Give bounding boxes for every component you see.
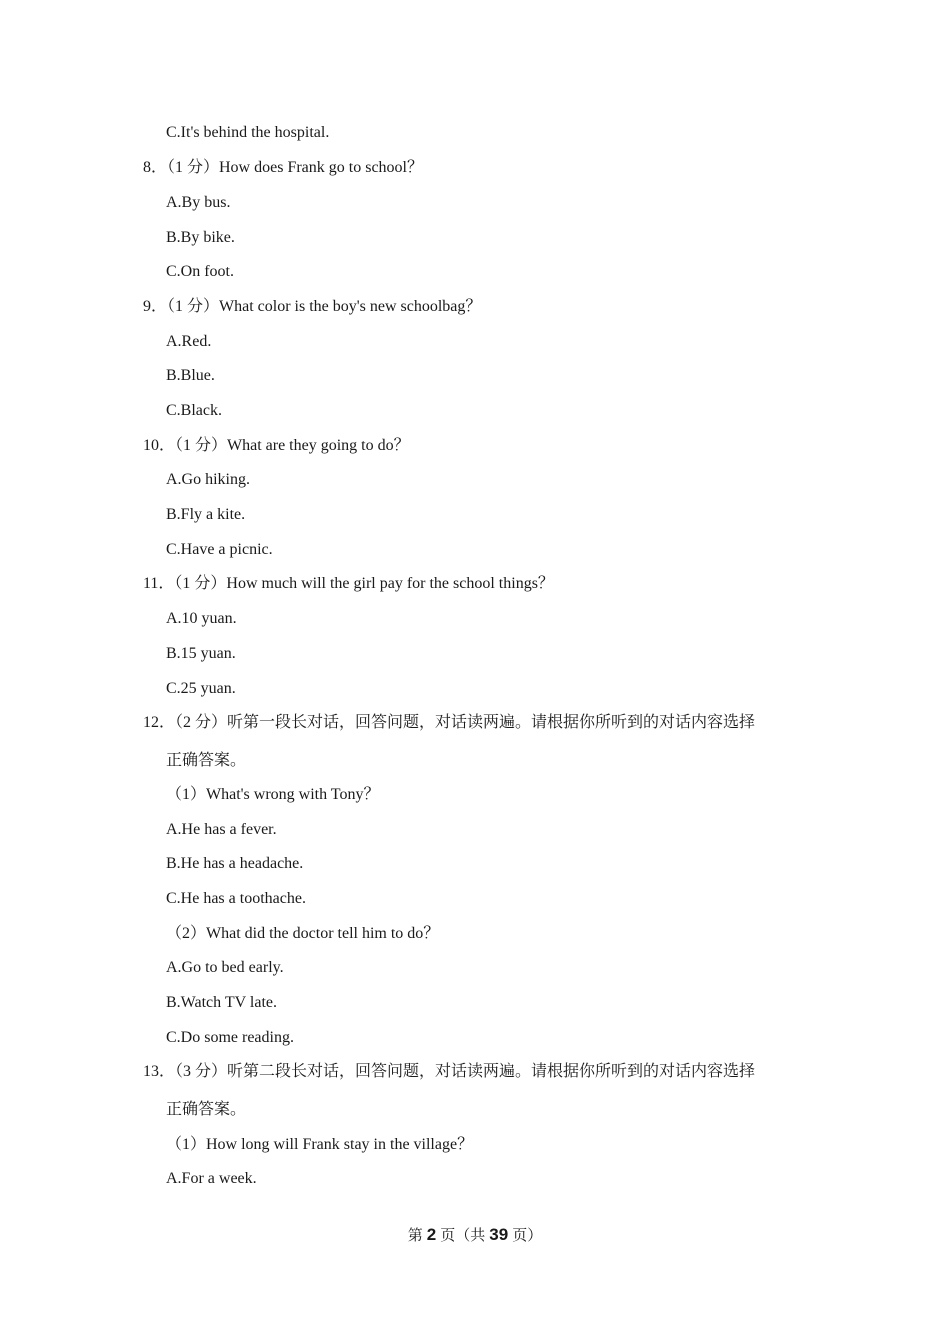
option-line: C.Black.	[166, 402, 222, 419]
page-footer	[0, 1224, 950, 1247]
option-line: A.10 yuan.	[166, 610, 237, 627]
option-line: A.Go hiking.	[166, 471, 250, 488]
option-line: B.Watch TV late.	[166, 994, 277, 1011]
question-8: 8．（1 分）How does Frank go to school？	[143, 159, 423, 176]
question-continuation: 正确答案。	[166, 1101, 247, 1118]
question-12: 12．（2 分）听第一段长对话，回答问题，对话读两遍。请根据你所听到的对话内容选择	[143, 714, 756, 731]
question-continuation: 正确答案。	[166, 752, 247, 769]
option-line: C.Do some reading.	[166, 1029, 294, 1046]
question-9: 9．（1 分）What color is the boy's new schoolbag？	[143, 298, 482, 315]
footer-middle: 页（共	[440, 1228, 486, 1244]
option-line: A.He has a fever.	[166, 821, 277, 838]
option-line: C.On foot.	[166, 263, 234, 280]
option-line: C.He has a toothache.	[166, 890, 306, 907]
option-line: B.Fly a kite.	[166, 506, 246, 523]
footer-suffix: 页）	[512, 1228, 543, 1244]
option-line: B.15 yuan.	[166, 645, 236, 662]
option-line: C.25 yuan.	[166, 680, 236, 697]
option-line: C.Have a picnic.	[166, 541, 273, 558]
option-line: A.For a week.	[166, 1170, 257, 1187]
option-line: B.He has a headache.	[166, 855, 304, 872]
option-line: B.Blue.	[166, 367, 215, 384]
option-line: C.It's behind the hospital.	[166, 124, 330, 141]
option-line: A.Go to bed early.	[166, 959, 284, 976]
question-10: 10．（1 分）What are they going to do？	[143, 437, 410, 454]
current-page-number: 2	[426, 1225, 437, 1244]
option-line: A.Red.	[166, 333, 212, 350]
sub-question: （2）What did the doctor tell him to do？	[166, 925, 440, 942]
sub-question: （1）What's wrong with Tony？	[166, 786, 380, 803]
sub-question: （1）How long will Frank stay in the village？	[166, 1136, 474, 1153]
question-11: 11．（1 分）How much will the girl pay for the school things？	[143, 575, 554, 592]
total-page-count: 39	[489, 1225, 509, 1244]
question-13: 13．（3 分）听第二段长对话，回答问题，对话读两遍。请根据你所听到的对话内容选择	[143, 1063, 756, 1080]
option-line: A.By bus.	[166, 194, 231, 211]
option-line: B.By bike.	[166, 229, 235, 246]
footer-prefix: 第	[407, 1228, 423, 1244]
